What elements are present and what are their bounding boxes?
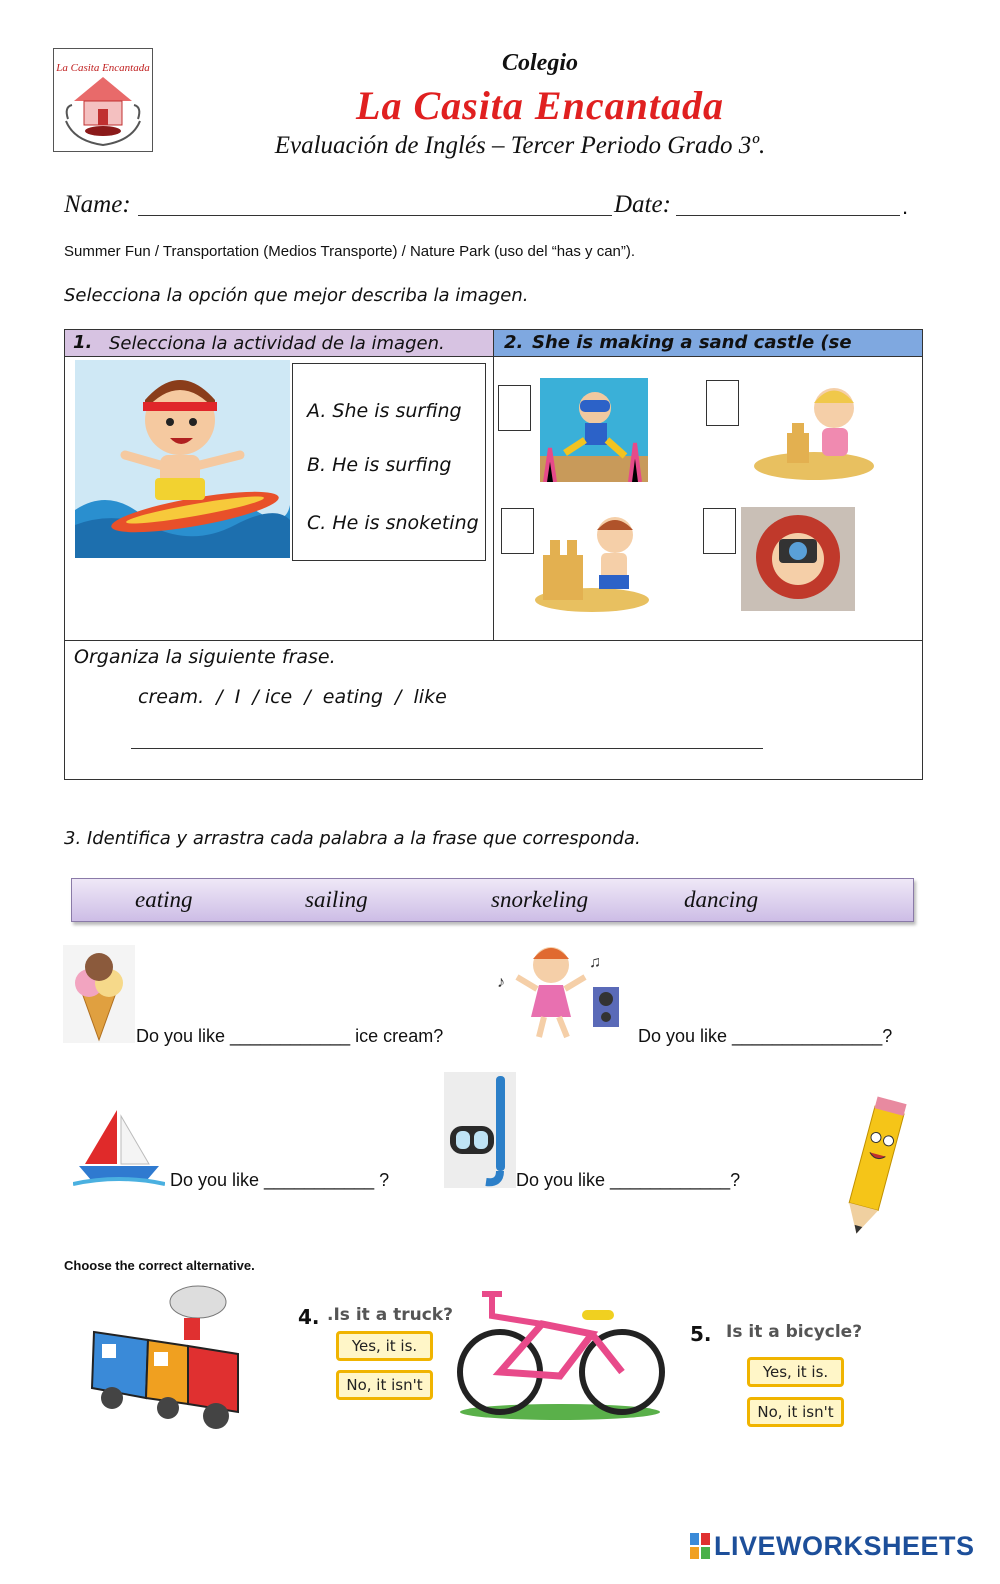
svg-text:♪: ♪: [497, 974, 505, 991]
name-label: Name:: [64, 191, 131, 218]
word-dancing[interactable]: dancing: [684, 887, 759, 912]
snorkel-mask-image: [444, 1072, 516, 1188]
table-divider: [493, 329, 494, 641]
logo-text: La Casita Encantada: [56, 62, 150, 74]
choose-title: Choose the correct alternative.: [64, 1258, 255, 1273]
q2-checkbox-photo-girl[interactable]: [703, 508, 736, 554]
topics-line: Summer Fun / Transportation (Medios Transporte) / Nature Park (uso del “has y can”).: [64, 243, 636, 260]
liveworksheets-logo-icon: [690, 1533, 710, 1559]
school-name: La Casita Encantada: [356, 83, 724, 128]
colegio-label: Colegio: [502, 50, 578, 76]
bicycle-image: [452, 1284, 668, 1422]
school-logo: [53, 48, 153, 152]
q1-number: 1.: [73, 332, 93, 353]
girl-sandcastle-image: [752, 378, 877, 482]
surfing-boy-image: [75, 360, 290, 558]
q2-checkbox-sandcastle-boy[interactable]: [501, 508, 534, 554]
q4-yes-button[interactable]: Yes, it is.: [336, 1331, 433, 1361]
girl-camera-image: [741, 507, 855, 611]
word-snorkeling[interactable]: snorkeling: [491, 887, 589, 912]
q5-yes-button[interactable]: Yes, it is.: [747, 1357, 844, 1387]
q3-title: 3. Identifica y arrastra cada palabra a la frase que corresponda.: [64, 828, 641, 849]
word-sailing[interactable]: sailing: [305, 887, 368, 912]
liveworksheets-brand: LIVEWORKSHEETS: [714, 1531, 975, 1561]
q1-header: [65, 330, 493, 357]
table-row-divider: [64, 640, 923, 641]
evaluation-title: Evaluación de Inglés – Tercer Periodo Grado 3º.: [274, 132, 766, 159]
q3-sentence-snorkeling[interactable]: Do you like ____________?: [516, 1170, 741, 1190]
q1-title: Selecciona la actividad de la imagen.: [109, 333, 445, 354]
main-instruction: Selecciona la opción que mejor describa la imagen.: [64, 285, 529, 306]
q3-sentence-dancing[interactable]: Do you like _______________?: [638, 1026, 893, 1046]
organize-words: cream. / I / ice / eating / like: [138, 686, 447, 708]
q4-no-button[interactable]: No, it isn't: [336, 1370, 433, 1400]
q1-options-box: [292, 363, 486, 561]
dancing-girl-image: [489, 937, 629, 1043]
ice-cream-image: [63, 945, 135, 1043]
pencil-mascot-image: [834, 1088, 914, 1246]
q5-number: 5.: [690, 1322, 712, 1346]
word-eating[interactable]: eating: [135, 887, 193, 912]
q4-number: 4.: [298, 1305, 320, 1329]
word-bank: [71, 878, 914, 922]
q3-sentence-icecream[interactable]: Do you like ____________ ice cream?: [136, 1026, 444, 1046]
q2-checkbox-sandcastle-girl[interactable]: [706, 380, 739, 426]
q1-option-c[interactable]: C. He is snoketing: [307, 512, 479, 534]
q1-option-a[interactable]: A. She is surfing: [307, 400, 462, 422]
q3-sentence-sailing[interactable]: Do you like ___________ ?: [170, 1170, 390, 1190]
q4-question: .Is it a truck?: [327, 1305, 453, 1325]
q5-no-button[interactable]: No, it isn't: [747, 1397, 844, 1427]
date-field[interactable]: [676, 214, 900, 216]
organize-answer-field[interactable]: [131, 747, 763, 749]
date-period: .: [902, 194, 909, 219]
snorkeling-image: [540, 378, 648, 482]
date-label: Date:: [614, 191, 671, 218]
q2-header: [494, 330, 922, 357]
q2-number: 2.: [504, 332, 524, 353]
q2-title: She is making a sand castle (se: [532, 332, 852, 353]
q5-question: Is it a bicycle?: [726, 1322, 863, 1342]
name-field[interactable]: [138, 214, 612, 216]
svg-text:♫: ♫: [589, 954, 601, 971]
q1-option-b[interactable]: B. He is surfing: [307, 454, 452, 476]
organize-title: Organiza la siguiente frase.: [74, 646, 336, 668]
boy-sandcastle-image: [535, 505, 649, 612]
train-image: [88, 1280, 246, 1432]
q2-checkbox-snorkel[interactable]: [498, 385, 531, 431]
sailboat-image: [73, 1102, 165, 1188]
